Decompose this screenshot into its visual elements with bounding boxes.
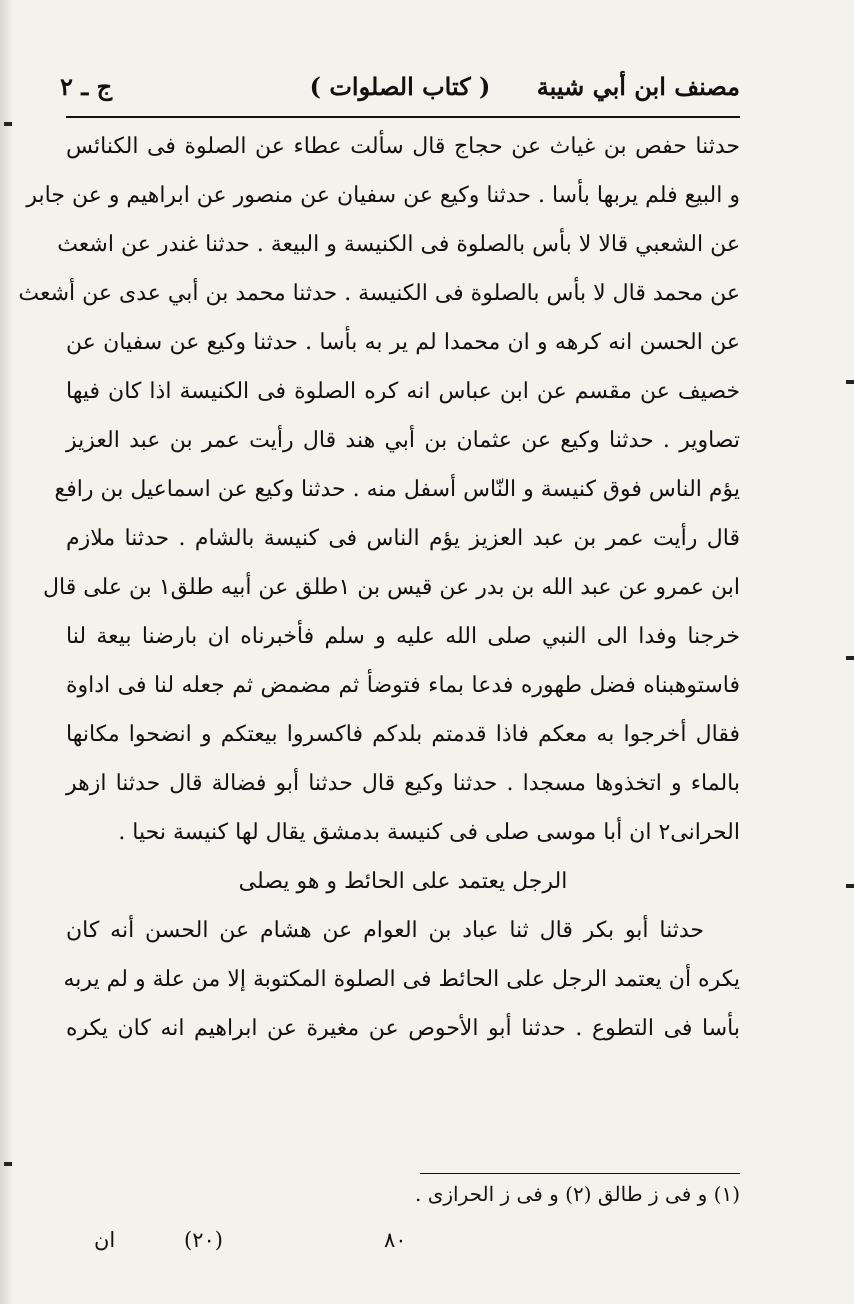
text-line: بالماء و اتخذوها مسجدا . حدثنا وكيع قال حدثنا أبو فضالة قال حدثنا ازهر [66, 771, 740, 796]
text-line: حدثنا أبو بكر قال ثنا عباد بن العوام عن هشام عن الحسن أنه كان [66, 918, 704, 943]
text-line: خرجنا وفدا الى النبي صلى الله عليه و سلم فأخبرناه ان بارضنا بيعة لنا [66, 624, 740, 649]
text-line: عن الحسن انه كرهه و ان محمدا لم ير به بأسا . حدثنا وكيع عن سفيان عن [66, 330, 740, 355]
text-line: عن محمد قال لا بأس بالصلوة فى الكنيسة . حدثنا محمد بن أبي عدى عن أشعث [18, 281, 740, 306]
edge-mark [846, 380, 854, 384]
edge-mark [846, 884, 854, 888]
page-number: ٨٠ [384, 1228, 407, 1252]
text-line: عن الشعبي قالا لا بأس بالصلوة فى الكنيسة و البيعة . حدثنا غندر عن اشعث [57, 232, 740, 257]
edge-mark [846, 656, 854, 660]
footnote-rule [420, 1173, 740, 1174]
chapter-title: ( كتاب الصلوات ) [309, 72, 491, 101]
section-heading: الرجل يعتمد على الحائط و هو يصلى [238, 869, 568, 894]
book-title: مصنف ابن أبي شيبة [536, 72, 740, 101]
text-line: يكره أن يعتمد الرجل على الحائط فى الصلوة المكتوبة إلا من علة و لم يربه [63, 967, 740, 992]
main-text [18, 122, 740, 1053]
binding-gutter [0, 0, 14, 1304]
text-line: الحرانى٢ ان أبا موسى صلى فى كنيسة بدمشق يقال لها كنيسة نحيا . [118, 820, 740, 845]
header-rule [66, 116, 740, 118]
footnote: (١) و فى ز طالق (٢) و فى ز الحرازى . [414, 1182, 740, 1206]
text-line: يؤم الناس فوق كنيسة و النّاس أسفل منه . حدثنا وكيع عن اسماعيل بن رافع [54, 477, 740, 502]
text-line: بأسا فى التطوع . حدثنا أبو الأحوص عن مغيرة عن ابراهيم انه كان يكره [66, 1016, 740, 1041]
volume-number: ج ـ ٢ [60, 72, 113, 101]
text-line: خصيف عن مقسم عن ابن عباس انه كره الصلوة فى الكنيسة اذا كان فيها [66, 379, 740, 404]
text-line: فقال أخرجوا به معكم فاذا قدمتم بلدكم فاكسروا بيعتكم و انضحوا مكانها [66, 722, 740, 747]
text-line: ابن عمرو عن عبد الله بن بدر عن قيس بن ١طلق عن أبيه طلق١ بن على قال [43, 575, 740, 600]
text-line: فاستوهبناه فضل طهوره فدعا بماء فتوضأ ثم مضمض ثم جعله لنا فى اداوة [66, 673, 740, 698]
text-line: و البيع فلم يربها بأسا . حدثنا وكيع عن سفيان عن منصور عن ابراهيم و عن جابر [26, 183, 740, 208]
text-line: حدثنا حفص بن غياث عن حجاج قال سألت عطاء عن الصلوة فى الكنائس [66, 134, 740, 159]
edge-mark [4, 122, 12, 126]
catchword: ان [94, 1228, 116, 1252]
signature-mark: (٢٠) [184, 1228, 223, 1252]
running-header [60, 68, 740, 112]
text-line: قال رأيت عمر بن عبد العزيز يؤم الناس فى كنيسة بالشام . حدثنا ملازم [66, 526, 740, 551]
text-line: تصاوير . حدثنا وكيع عن عثمان بن أبي هند قال رأيت عمر بن عبد العزيز [66, 428, 740, 453]
edge-mark [4, 1162, 12, 1166]
